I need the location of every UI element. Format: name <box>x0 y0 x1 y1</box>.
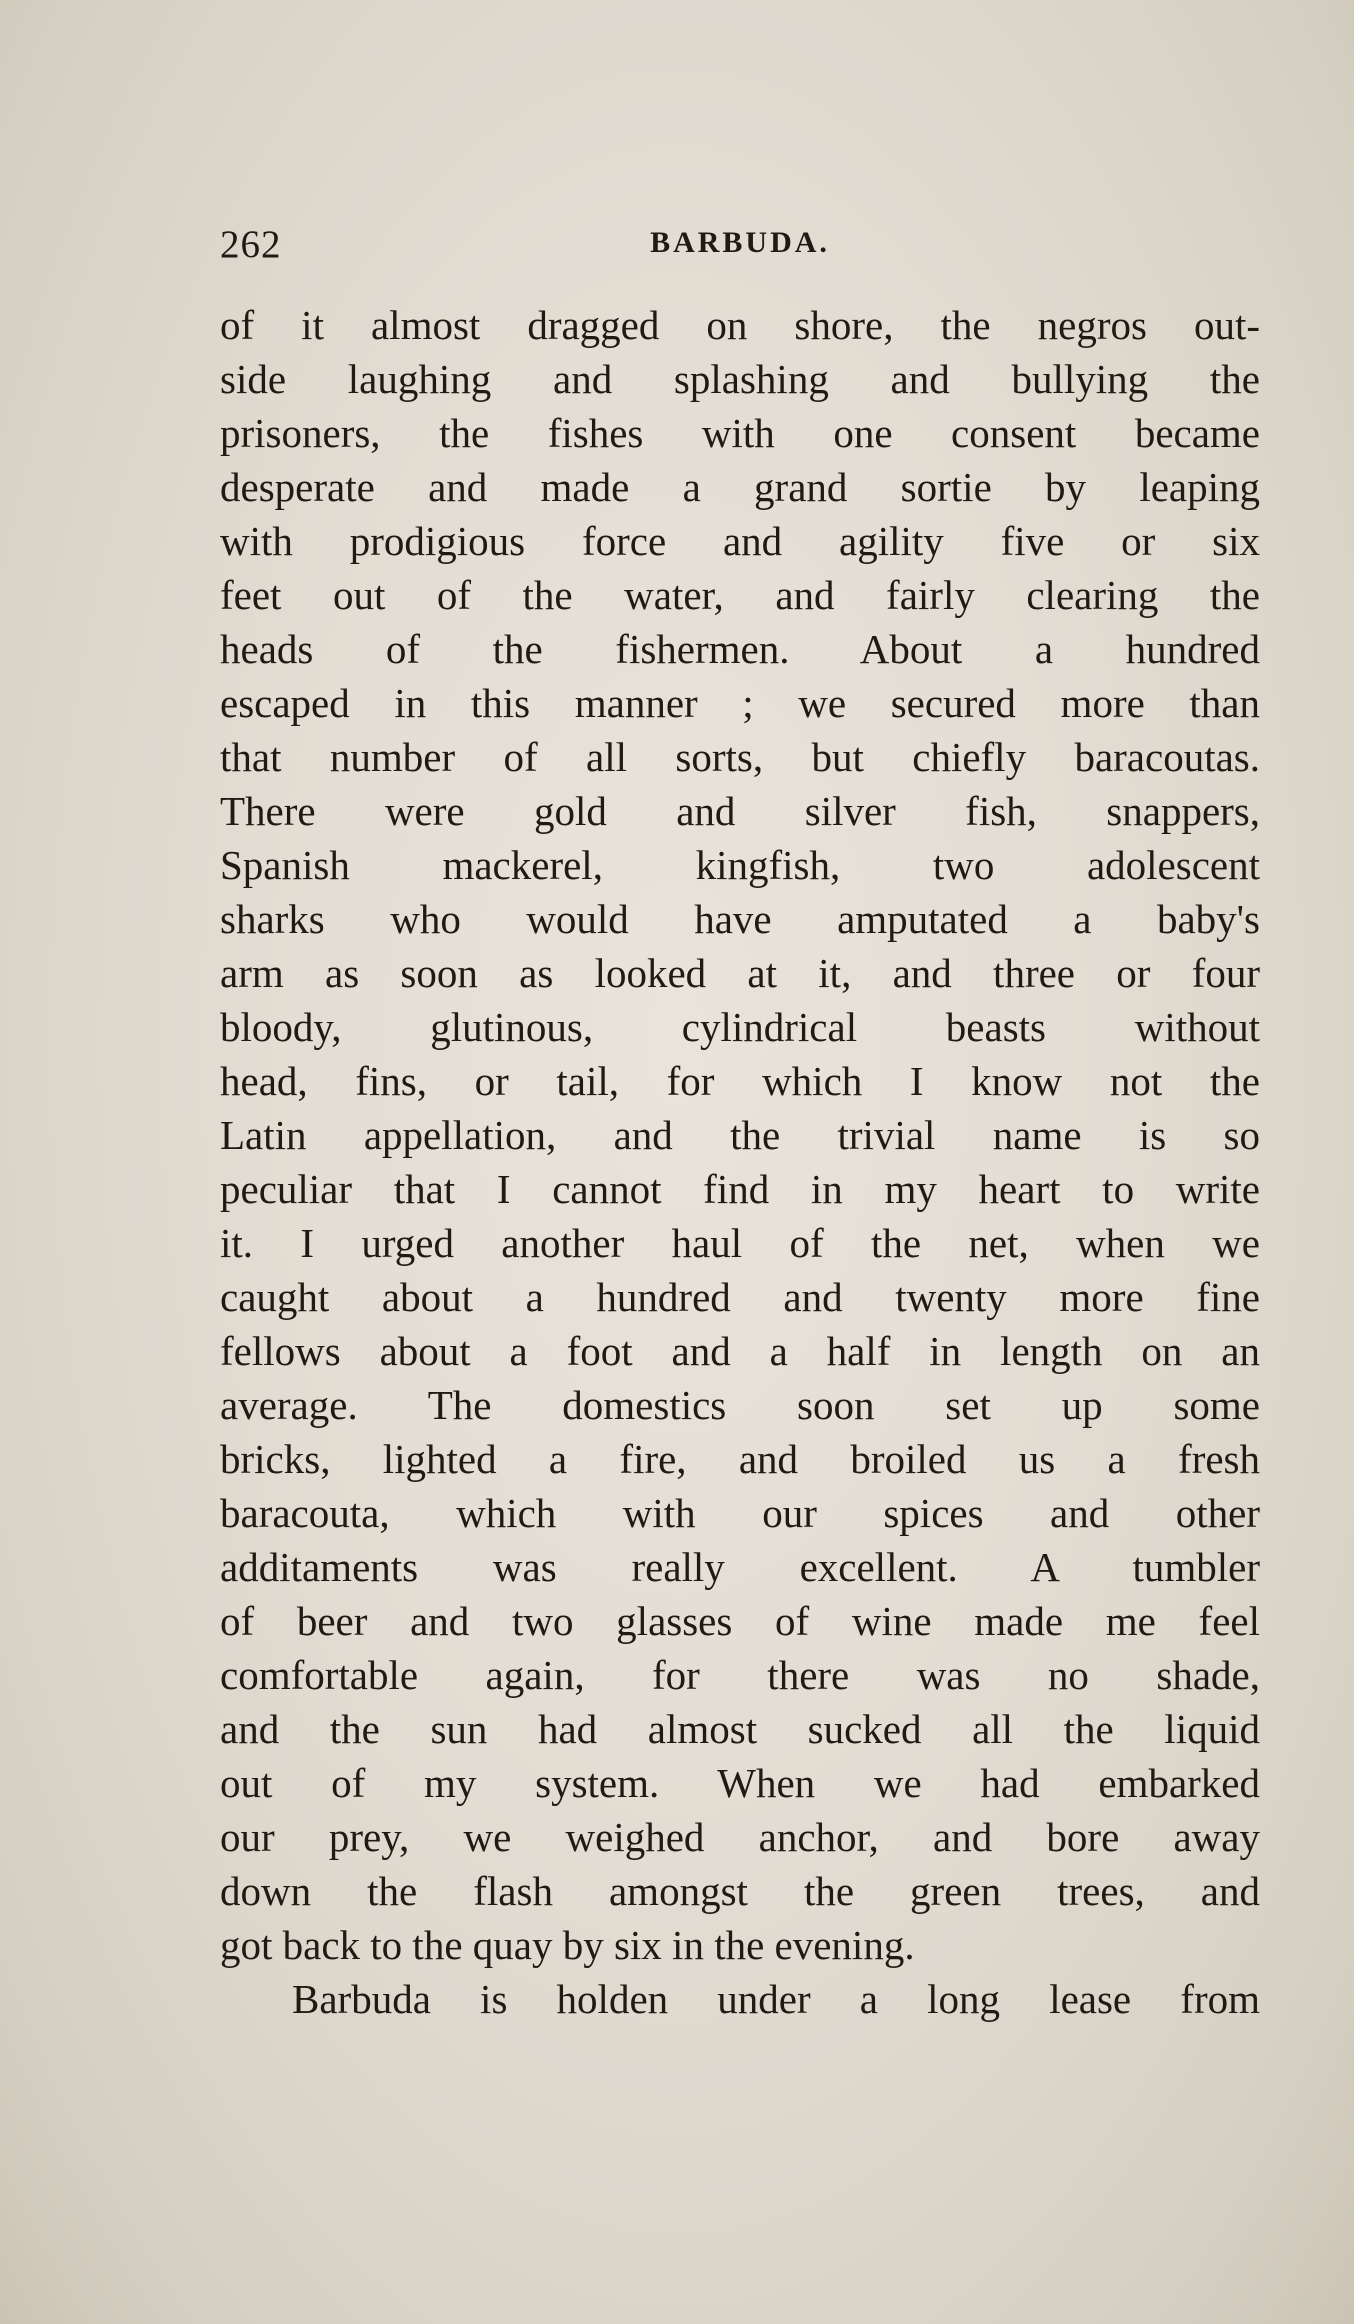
body-text <box>220 298 1260 2026</box>
text-line: caught about a hundred and twenty more fine <box>220 1274 1260 1320</box>
text-line: Latin appellation, and the trivial name is so <box>220 1112 1260 1158</box>
text-line: sharks who would have amputated a baby's <box>220 896 1260 942</box>
text-line: bricks, lighted a fire, and broiled us a fresh <box>220 1436 1260 1482</box>
text-line: additaments was really excellent. A tumbler <box>220 1544 1260 1590</box>
text-line: fellows about a foot and a half in length on an <box>220 1328 1260 1374</box>
text-line: with prodigious force and agility five or six <box>220 518 1260 564</box>
text-line: side laughing and splashing and bullying the <box>220 356 1260 402</box>
text-line: There were gold and silver fish, snappers, <box>220 788 1260 834</box>
text-line: bloody, glutinous, cylindrical beasts without <box>220 1004 1260 1050</box>
text-line: of beer and two glasses of wine made me feel <box>220 1598 1260 1644</box>
text-line: heads of the fishermen. About a hundred <box>220 626 1260 672</box>
text-line: our prey, we weighed anchor, and bore away <box>220 1814 1260 1860</box>
page-header <box>220 222 1260 278</box>
text-line: prisoners, the fishes with one consent became <box>220 410 1260 456</box>
text-line: Spanish mackerel, kingfish, two adolescent <box>220 842 1260 888</box>
page-number: 262 <box>220 223 282 266</box>
text-line: down the flash amongst the green trees, and <box>220 1868 1260 1914</box>
text-line: arm as soon as looked at it, and three or four <box>220 950 1260 996</box>
text-line: and the sun had almost sucked all the liquid <box>220 1706 1260 1752</box>
text-line: out of my system. When we had embarked <box>220 1760 1260 1806</box>
text-line: desperate and made a grand sortie by leaping <box>220 464 1260 510</box>
text-line: comfortable again, for there was no shade, <box>220 1652 1260 1698</box>
text-line: got back to the quay by six in the evening. <box>220 1922 915 1968</box>
text-line: that number of all sorts, but chiefly baracoutas. <box>220 734 1260 780</box>
text-line: of it almost dragged on shore, the negros out- <box>220 302 1260 348</box>
text-line: it. I urged another haul of the net, when we <box>220 1220 1260 1266</box>
text-line: escaped in this manner ; we secured more than <box>220 680 1260 726</box>
text-line: Barbuda is holden under a long lease from <box>292 1976 1260 2022</box>
text-line: average. The domestics soon set up some <box>220 1382 1260 1428</box>
text-line: peculiar that I cannot find in my heart to write <box>220 1166 1260 1212</box>
text-line: head, fins, or tail, for which I know not the <box>220 1058 1260 1104</box>
text-line: feet out of the water, and fairly clearing the <box>220 572 1260 618</box>
text-line: baracouta, which with our spices and other <box>220 1490 1260 1536</box>
running-title: BARBUDA. <box>650 226 830 259</box>
